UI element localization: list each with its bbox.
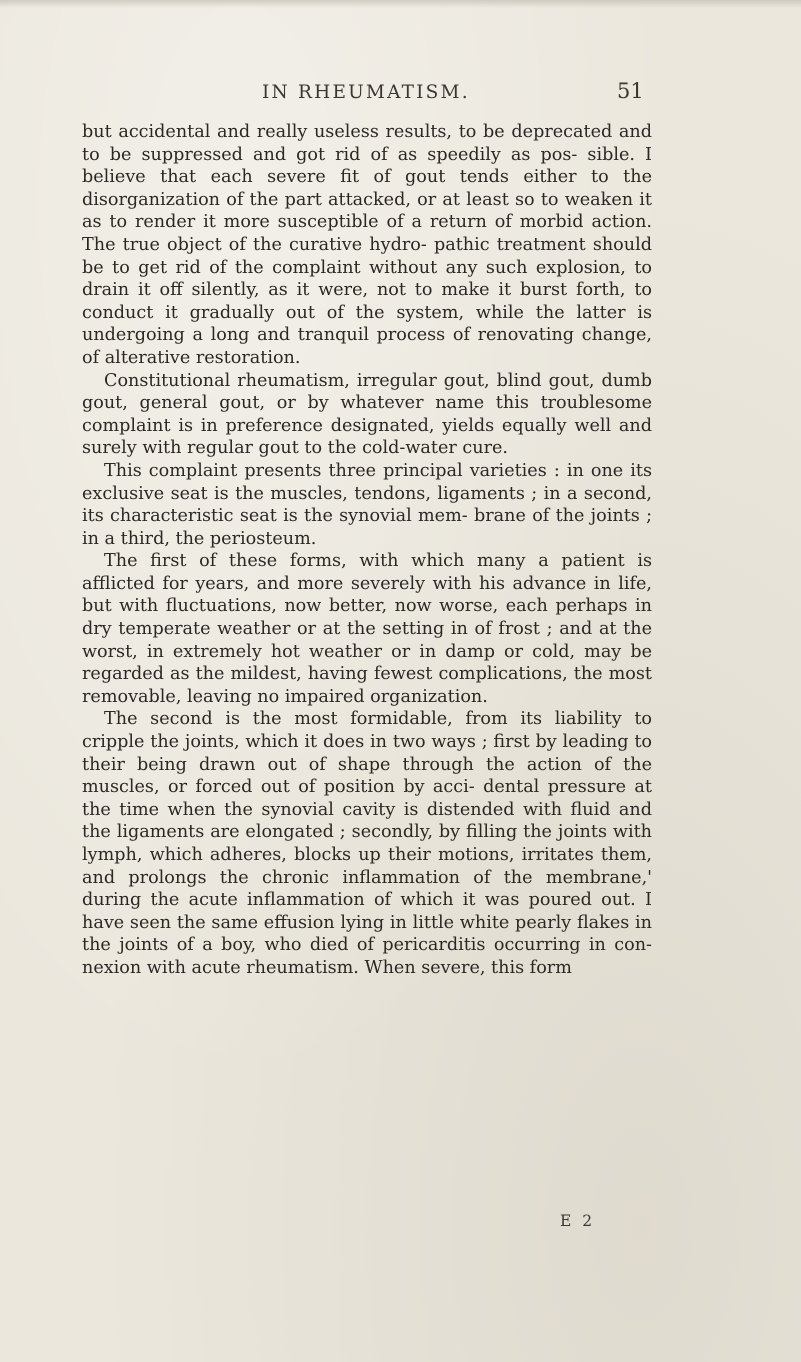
paragraph-continued: but accidental and really useless results, to be deprecated and to be suppressed and got rid of as speedily as pos- sible. I believe that each severe fit of gout tends either to the disorganization of the part attacked, or at least so to weaken it as to render it more susceptible of a return of morbid action. The true object of the curative hydro- pathic treatment should be to get rid of the complaint without any such explosion, to drain it off silently, as it were, not to make it burst forth, to conduct it gradually out of the system, while the latter is undergoing a long and tranquil process of renovating change, of alterative restoration.	[82, 122, 652, 368]
paragraph-second-form: The second is the most formidable, from its liability to cripple the joints, which it does in two ways ; first by leading to their being drawn out of shape through the action of the muscles, or forced out of position by acci- dental pressure at the time when the synovial cavity is distended with fluid and the ligaments are elongated ; secondly, by filling the joints with lymph, which adheres, blocks up their motions, irritates them, and prolongs the chronic inflammation of the membrane,' during the acute inflammation of which it was poured out. I have seen the same effusion lying in little white pearly flakes in the joints of a boy, who died of pericarditis occurring in con- nexion with acute rheumatism. When severe, this form	[82, 709, 652, 978]
body-text	[82, 121, 652, 980]
running-title: IN RHEUMATISM.	[262, 82, 470, 103]
running-head	[0, 79, 801, 112]
page-top-shadow	[0, 0, 801, 8]
paragraph-first-form: The first of these forms, with which many a patient is afflicted for years, and more severely with his advance in life, but with fluctuations, now better, now worse, each perhaps in dry temperate weather or at the setting in of frost ; and at the worst, in extremely hot weather or in damp or cold, may be regarded as the mildest, having fewest complications, the most removable, leaving no impaired organization.	[82, 551, 652, 707]
printer-signature-mark: E 2	[560, 1212, 596, 1230]
page-number: 51	[617, 79, 644, 103]
paragraph-three-varieties: This complaint presents three principal varieties : in one its exclusive seat is the muscles, tendons, ligaments ; in a second, its characteristic seat is the synovial mem- brane of the joints ; in a third, the periosteum.	[82, 460, 652, 549]
paragraph-constitutional-rheumatism: Constitutional rheumatism, irregular gout, blind gout, dumb gout, general gout, or by whatever name this troublesome complaint is in preference designated, yields equally well and surely with regular gout to the cold-water cure.	[82, 370, 652, 459]
